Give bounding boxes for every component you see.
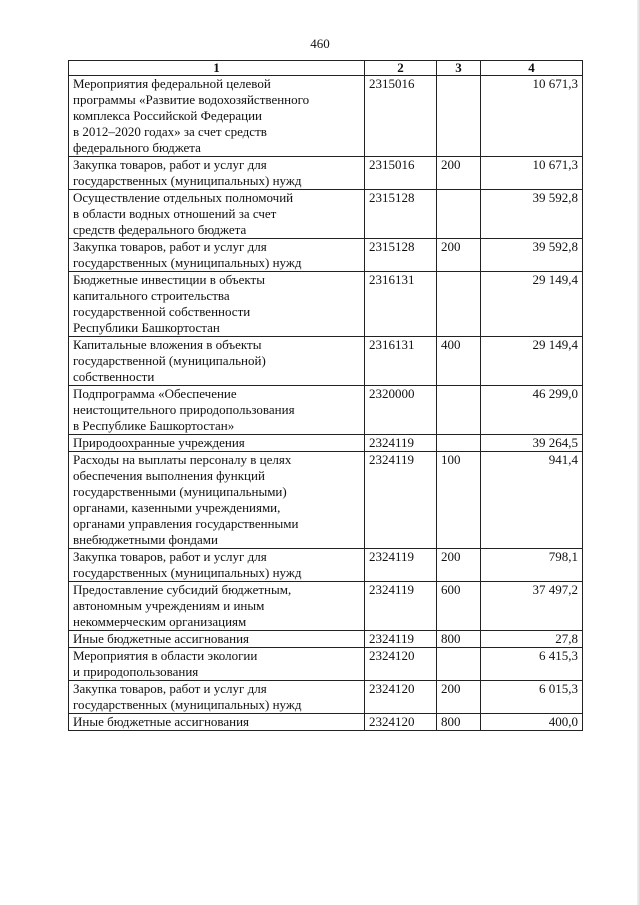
table-row <box>69 435 583 452</box>
amount-cell: 37 497,2 <box>481 582 583 631</box>
amount-cell: 798,1 <box>481 549 583 582</box>
target-code-cell: 2315016 <box>365 157 437 190</box>
expense-type-cell: 600 <box>437 582 481 631</box>
expense-name-cell: Иные бюджетные ассигнования <box>69 631 365 648</box>
target-code-cell: 2324120 <box>365 648 437 681</box>
target-code-cell: 2324119 <box>365 631 437 648</box>
amount-cell: 400,0 <box>481 714 583 731</box>
expense-name-cell: Закупка товаров, работ и услуг для государственных (муниципальных) нужд <box>69 681 365 714</box>
expense-name-cell: Бюджетные инвестиции в объекты капитального строительства государственной собственности Республики Башкортостан <box>69 272 365 337</box>
target-code-cell: 2320000 <box>365 386 437 435</box>
table-row <box>69 157 583 190</box>
expense-name-cell: Предоставление субсидий бюджетным, автономным учреждениям и иным некоммерческим организациям <box>69 582 365 631</box>
amount-cell: 6 015,3 <box>481 681 583 714</box>
table-row <box>69 190 583 239</box>
expense-type-cell <box>437 435 481 452</box>
table-row <box>69 337 583 386</box>
amount-cell: 29 149,4 <box>481 337 583 386</box>
amount-cell: 6 415,3 <box>481 648 583 681</box>
amount-cell: 27,8 <box>481 631 583 648</box>
amount-cell: 29 149,4 <box>481 272 583 337</box>
expense-name-cell: Закупка товаров, работ и услуг для государственных (муниципальных) нужд <box>69 157 365 190</box>
budget-table <box>68 60 583 731</box>
expense-type-cell <box>437 190 481 239</box>
expense-type-cell: 800 <box>437 631 481 648</box>
target-code-cell: 2324120 <box>365 714 437 731</box>
column-header: 4 <box>481 61 583 76</box>
table-row <box>69 272 583 337</box>
amount-cell: 46 299,0 <box>481 386 583 435</box>
expense-type-cell: 200 <box>437 157 481 190</box>
table-row <box>69 386 583 435</box>
target-code-cell: 2315128 <box>365 190 437 239</box>
amount-cell: 39 264,5 <box>481 435 583 452</box>
table-row <box>69 648 583 681</box>
expense-name-cell: Мероприятия в области экологии и природопользования <box>69 648 365 681</box>
target-code-cell: 2315128 <box>365 239 437 272</box>
table-row <box>69 239 583 272</box>
expense-name-cell: Подпрограмма «Обеспечение неистощительного природопользования в Республике Башкортостан» <box>69 386 365 435</box>
table-row <box>69 582 583 631</box>
target-code-cell: 2316131 <box>365 337 437 386</box>
expense-name-cell: Закупка товаров, работ и услуг для государственных (муниципальных) нужд <box>69 549 365 582</box>
amount-cell: 39 592,8 <box>481 190 583 239</box>
amount-cell: 10 671,3 <box>481 157 583 190</box>
table-row <box>69 549 583 582</box>
expense-name-cell: Природоохранные учреждения <box>69 435 365 452</box>
amount-cell: 941,4 <box>481 452 583 549</box>
expense-type-cell: 800 <box>437 714 481 731</box>
table-row <box>69 714 583 731</box>
table-row <box>69 76 583 157</box>
page-number: 460 <box>310 36 330 51</box>
expense-type-cell <box>437 648 481 681</box>
target-code-cell: 2316131 <box>365 272 437 337</box>
expense-type-cell: 200 <box>437 239 481 272</box>
expense-name-cell: Осуществление отдельных полномочий в области водных отношений за счет средств федерального бюджета <box>69 190 365 239</box>
column-header: 2 <box>365 61 437 76</box>
expense-type-cell <box>437 272 481 337</box>
target-code-cell: 2324119 <box>365 452 437 549</box>
target-code-cell: 2324119 <box>365 435 437 452</box>
table-row <box>69 631 583 648</box>
expense-type-cell: 400 <box>437 337 481 386</box>
expense-type-cell: 100 <box>437 452 481 549</box>
expense-name-cell: Иные бюджетные ассигнования <box>69 714 365 731</box>
expense-type-cell: 200 <box>437 681 481 714</box>
target-code-cell: 2315016 <box>365 76 437 157</box>
amount-cell: 39 592,8 <box>481 239 583 272</box>
target-code-cell: 2324119 <box>365 582 437 631</box>
column-header: 1 <box>69 61 365 76</box>
expense-name-cell: Закупка товаров, работ и услуг для государственных (муниципальных) нужд <box>69 239 365 272</box>
table-row <box>69 452 583 549</box>
expense-name-cell: Капитальные вложения в объекты государственной (муниципальной) собственности <box>69 337 365 386</box>
target-code-cell: 2324119 <box>365 549 437 582</box>
table-header-row <box>69 61 583 76</box>
amount-cell: 10 671,3 <box>481 76 583 157</box>
table-row <box>69 681 583 714</box>
expense-name-cell: Мероприятия федеральной целевой программы «Развитие водохозяйственного комплекса Российской Федерации в 2012–2020 годах» за счет средств федерального бюджета <box>69 76 365 157</box>
expense-type-cell: 200 <box>437 549 481 582</box>
expense-name-cell: Расходы на выплаты персоналу в целях обеспечения выполнения функций государственными (муниципальными) органами, казенными учреждениями, органами управления государственными внебюджетными фондами <box>69 452 365 549</box>
expense-type-cell <box>437 76 481 157</box>
column-header: 3 <box>437 61 481 76</box>
expense-type-cell <box>437 386 481 435</box>
target-code-cell: 2324120 <box>365 681 437 714</box>
